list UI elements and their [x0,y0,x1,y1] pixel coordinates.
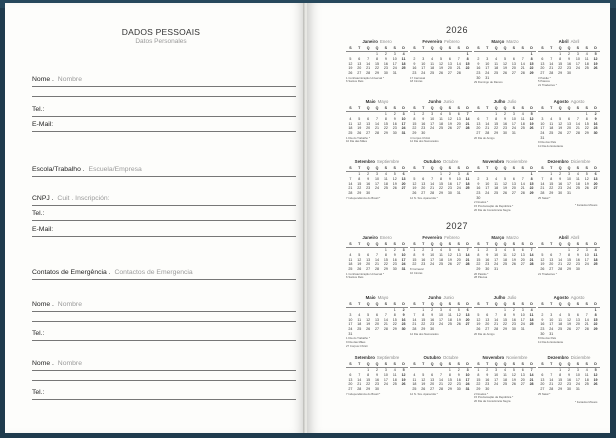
month-calendar [538,100,600,149]
month-calendar [538,40,600,88]
week-row: 23 24 25 26 27 28 [412,71,461,76]
field-label-spanish: Escuela/Empresa [88,166,142,173]
month-name: Novembro Noviembre [482,355,528,360]
week-row: 5 6 7 8 9 10 11 [541,252,598,257]
write-line [32,176,296,177]
form-field[interactable] [32,121,296,128]
week-row: 14 15 16 17 18 19 20 [540,181,598,186]
week-row: 20 21 22 23 24 25 26 [348,382,406,387]
field-label: Escola/Trabalho . [32,166,87,173]
month-name: Agosto Agosto [553,295,585,300]
week-row: 9 10 11 12 13 14 15 [477,61,534,66]
week-row: 9 10 11 12 13 14 15 [477,181,534,186]
month-name: Dezembro Diciembre [547,355,591,360]
month-name: Fevereiro Febrero [422,235,460,240]
write-line [32,370,296,371]
week-row: 30 31 [540,331,554,336]
write-line [32,86,296,87]
write-line [32,321,296,322]
week-row: 4 5 6 7 8 9 10 [349,252,406,257]
calendar-page [307,3,610,433]
week-row: 1 2 3 4 5 6 [422,308,469,313]
week-row: 18 19 20 21 22 23 24 [348,262,406,267]
month-name: Abril Abril [558,235,580,240]
month-calendar [410,100,472,144]
week-row: 1 2 3 4 5 6 7 [413,112,469,117]
form-field[interactable] [32,330,296,337]
week-row: 27 28 29 30 31 [540,387,580,392]
weekday-header: S T Q Q S S D [474,166,536,172]
month-name: Outubro Octubre [423,159,459,164]
week-row: 12 13 14 15 16 17 18 [348,61,406,66]
field-label: Nome . [32,360,56,367]
month-calendar [410,236,472,275]
week-row: 18 19 20 21 22 23 24 [348,126,406,131]
field-label: Nome . [32,76,56,83]
week-row: 26 27 28 29 30 31 [476,327,525,332]
week-row: 22 23 24 25 26 27 28 [412,126,470,131]
week-row: 13 14 15 16 17 18 19 [348,377,406,382]
month-calendar [346,236,408,280]
holiday-list: 12 N. Sra. Aparecida * [410,392,438,396]
write-line [32,96,296,97]
week-row: 25 26 27 28 29 30 31 [348,131,406,136]
week-row: 22 23 24 25 26 27 28 [476,262,534,267]
weekday-header: S T Q Q S S D [538,106,600,112]
week-row: 1 2 3 4 5 [559,52,597,57]
week-row: 11 12 13 14 15 16 17 [412,377,470,382]
month-name: Julho Julio [493,99,517,104]
month-name: Maio Mayo [365,295,389,300]
write-line [32,380,296,381]
form-field[interactable] [32,106,296,113]
week-row: 3 4 5 6 7 8 9 [349,312,405,317]
month-name: Abril Abril [558,39,580,44]
week-row: 24 25 26 27 28 29 30 [540,131,598,136]
week-row: 6 7 8 9 10 11 12 [349,372,406,377]
month-name: Junho Junio [428,99,454,104]
holiday-list: 3 Paixão * 5 Páscoa 21 Tiradentes * [538,76,557,87]
write-line [32,220,296,221]
week-row: 10 11 12 13 14 15 16 [540,121,598,126]
month-calendar [410,296,472,336]
week-row: 23 24 25 26 27 28 29 [476,71,534,76]
month-calendar [346,296,408,348]
week-row: 1 2 3 4 5 6 7 [413,248,469,253]
form-field[interactable] [32,360,296,367]
week-row: 22 23 24 25 26 27 28 [412,262,470,267]
weekday-header: S T Q Q S S D [346,242,408,248]
holiday-list: 1 Confraternização Universal * 6 Santos Reis [346,76,384,84]
week-row: 2 3 4 5 6 7 8 [477,176,533,181]
week-row: 1 2 3 4 5 [559,368,597,373]
weekday-header: S T Q Q S S D [474,362,536,368]
week-row: 23 24 25 26 27 28 29 [476,191,534,196]
week-row: 17 18 19 20 21 22 23 [540,126,598,131]
weekday-header: S T Q Q S S D [346,302,408,308]
weekday-header: S T Q Q S S D [538,46,600,52]
week-row: 1 2 3 4 [567,248,597,253]
week-row: 7 8 9 10 11 12 13 [349,176,406,181]
month-calendar [410,160,472,200]
week-row: 1 2 3 4 5 [367,368,405,373]
month-name: Agosto Agosto [553,99,585,104]
week-row: 31 [348,331,353,336]
week-row: 25 26 27 28 29 30 31 [348,267,406,272]
week-row: 12 13 14 15 16 17 18 [412,181,470,186]
month-name: Dezembro Diciembre [547,159,591,164]
week-row: 3 4 5 6 7 8 9 [541,116,597,121]
week-row: 29 30 [476,387,490,392]
holiday-list: 12 N. Sra. Aparecida * [410,196,438,200]
weekday-header: S T Q Q S S D [410,166,472,172]
week-row: 11 12 13 14 15 16 17 [348,257,406,262]
week-row: 26 27 28 29 30 [540,267,580,272]
week-row: 1 2 3 [448,368,469,373]
weekday-header: S T Q Q S S D [410,106,472,112]
week-row: 1 [530,52,533,57]
week-row: 17 18 19 20 21 22 23 [348,322,406,327]
week-row: 15 16 17 18 19 20 21 [412,121,470,126]
week-row: 19 20 21 22 23 24 25 [412,186,470,191]
week-row: 30 [476,195,481,200]
holiday-list: 2 Finados * 15 Proclamação da República * 20 Dia da Consciência Negra [474,201,514,212]
week-row: 1 2 3 4 [375,52,405,57]
weekday-header: S T Q Q S S D [410,46,472,52]
week-row: 16 17 18 19 20 21 22 [476,186,534,191]
week-row: 28 29 30 31 [540,191,571,196]
year-heading: 2027 [445,221,469,231]
week-row: 8 9 10 11 12 13 14 [413,116,470,121]
holiday-list: 20 Dia do Amigo [474,332,495,336]
holiday-list: 12 Dia dos Namorados [410,332,439,336]
week-row: 7 8 9 10 11 12 13 [413,312,470,317]
week-row: 12 13 14 15 16 17 18 [476,317,534,322]
holiday-list: 25 Natal * [538,392,551,396]
month-name: Outubro Octubre [423,355,459,360]
week-row: 19 20 21 22 23 24 25 [348,66,406,71]
weekday-header: S T Q Q S S D [346,362,408,368]
holiday-list: 21 Tiradentes * [538,272,557,276]
weekday-header: S T Q Q S S D [474,106,536,112]
week-row: 23 24 25 26 27 28 29 [540,327,598,332]
week-row: 29 30 [412,131,426,136]
month-calendar [538,296,600,345]
week-row: 28 29 30 [348,191,371,196]
weekday-header: S T Q Q S S D [538,302,600,308]
month-name: Maio Mayo [365,99,389,104]
month-name: Junho Junio [428,295,454,300]
week-row: 21 22 23 24 25 26 27 [540,186,598,191]
month-name: Julho Julio [493,295,517,300]
field-label-spanish: Nombre [57,301,82,308]
month-name: Janeiro Enero [362,39,392,44]
week-row: 13 14 15 16 17 18 19 [540,61,598,66]
month-name: Novembro Noviembre [482,159,528,164]
week-row: 15 16 17 18 19 20 21 [476,377,534,382]
weekday-header: S T Q Q S S D [346,106,408,112]
week-row: 8 9 10 11 12 13 14 [413,252,470,257]
form-field[interactable] [32,389,296,396]
weekday-header: S T Q Q S S D [474,46,536,52]
week-row: 1 2 3 4 5 6 7 [477,248,533,253]
week-row: 6 7 8 9 10 11 12 [541,56,598,61]
week-row: 22 23 24 25 26 27 28 [476,382,534,387]
weekday-header: S T Q Q S S D [474,242,536,248]
month-name: Março Marzo [491,235,519,240]
holiday-list: 7 Independência do Brasil * [346,392,381,396]
week-row: 27 28 29 30 31 [476,131,516,136]
month-name: Janeiro Enero [362,235,392,240]
holiday-list: 7 Independência do Brasil * [346,196,381,200]
week-row: 20 21 22 23 24 25 26 [540,382,598,387]
week-row: 1 2 3 [384,112,405,117]
month-name: Março Marzo [491,39,519,44]
week-row: 5 6 7 8 9 10 11 [349,56,406,61]
holiday-list: 9 Dia dos Pais 11 Dia do Estudante [538,141,564,149]
write-line [32,236,296,237]
week-row: 14 15 16 17 18 19 20 [412,317,470,322]
week-row: 13 14 15 16 17 18 19 [540,377,598,382]
month-calendar [538,356,600,396]
field-label: Tel.: [32,330,45,337]
week-row: 12 13 14 15 16 17 18 [540,257,598,262]
year-heading: 2026 [445,25,469,35]
month-calendar [538,160,600,200]
week-row: 21 22 23 24 25 26 27 [412,322,470,327]
week-row: 11 12 13 14 15 16 17 [348,121,406,126]
form-field[interactable] [32,195,296,202]
week-row: 4 5 6 7 8 9 10 [349,116,406,121]
week-row: 2 3 4 5 6 7 8 [477,56,533,61]
week-row: 9 10 11 12 13 14 15 [541,317,598,322]
holiday-list: 29 Domingo de Ramos [474,81,503,85]
week-row: 15 16 17 18 19 20 21 [476,257,534,262]
week-row: 13 14 15 16 17 18 19 [476,121,534,126]
week-row: 5 6 7 8 9 10 11 [477,312,534,317]
form-field[interactable] [32,166,296,173]
week-row: 20 21 22 23 24 25 26 [540,66,598,71]
week-row: 29 30 31 [476,267,499,272]
week-row: 8 9 10 11 12 13 14 [477,252,534,257]
field-label-spanish: Contactos de Emergencia [114,269,193,276]
month-calendar [346,100,408,144]
write-line [32,205,296,206]
weekday-header: S T Q Q S S D [346,46,408,52]
week-row: 1 2 3 4 5 6 7 [477,368,533,373]
write-line [32,116,296,117]
form-field[interactable] [32,226,296,233]
month-calendar [538,236,600,276]
holiday-list: 8 Carnaval 10 Cinzas [410,268,424,275]
week-row: 10 11 12 13 14 15 16 [348,317,406,322]
month-name: Setembro Septiembre [354,159,400,164]
month-name: Setembro Septiembre [354,355,400,360]
week-row: 26 27 28 29 30 31 [412,191,461,196]
month-calendar [346,40,408,84]
month-calendar [410,356,472,396]
field-label: Tel.: [32,389,45,396]
holiday-list: 1 Confraternização Universal * 6 Santos Reis [346,272,384,280]
week-row: 1 2 [585,112,597,117]
week-row: 1 [530,172,533,177]
holiday-list: 25 Natal * [538,196,551,200]
week-row: 5 6 7 8 9 10 11 [413,176,470,181]
form-field[interactable] [32,76,296,83]
legend-note-2026: * Feriados Móveis [575,203,598,207]
week-row: 16 17 18 19 20 21 22 [412,66,470,71]
personal-data-page [5,3,305,433]
month-calendar [474,160,536,212]
legend-note-2027: * Feriados Móveis [575,400,598,404]
holiday-list: 1 Dia do Trabalho * 10 Dia das Mães [346,136,370,144]
week-row: 1 2 3 4 [439,172,469,177]
week-row: 1 2 3 [384,248,405,253]
field-label: Tel.: [32,210,45,217]
holiday-list: 4 Corpus Christi 12 Dia dos Namorados [410,136,439,144]
week-row: 2 3 4 5 6 7 8 [541,312,597,317]
month-calendar [346,356,408,396]
week-row: 20 21 22 23 24 25 26 [476,126,534,131]
week-row: 16 17 18 19 20 21 22 [540,322,598,327]
holiday-list: 2 Finados * 15 Proclamação da República * 20 Dia da Consciência Negra [474,392,514,403]
week-row: 1 2 3 4 [503,308,533,313]
week-row: 1 2 3 4 5 [495,112,533,117]
week-row: 18 19 20 21 22 23 24 [412,382,470,387]
field-label-spanish: Nombre [57,360,82,367]
page-title: DADOS PESSOAIS [121,27,201,37]
week-row: 1 [466,52,469,57]
week-row: 8 9 10 11 12 13 14 [477,372,534,377]
week-row: 19 20 21 22 23 24 25 [476,322,534,327]
week-row: 1 2 [393,308,405,313]
week-row: 26 27 28 29 30 31 [348,71,397,76]
holiday-list: 26 Paixão * 28 Páscoa [474,272,489,280]
write-line [32,131,296,132]
month-calendar [474,356,536,404]
field-label: Nome . [32,301,56,308]
weekday-header: S T Q Q S S D [474,302,536,308]
week-row: 15 16 17 18 19 20 21 [412,257,470,262]
week-row: 25 26 27 28 29 30 31 [412,387,470,392]
holiday-list: 1 Dia do Trabalho * 9 Dia das Mães 27 Corpus Christi [346,337,370,348]
month-calendar [474,100,536,140]
form-field[interactable] [32,269,296,276]
week-row: 4 5 6 7 8 9 10 [413,372,470,377]
weekday-header: S T Q Q S S D [538,242,600,248]
month-name: Fevereiro Febrero [422,39,460,44]
weekday-header: S T Q Q S S D [346,166,408,172]
weekday-header: S T Q Q S S D [410,302,472,308]
month-calendar [474,236,536,280]
week-row: 1 2 3 4 5 6 [358,172,405,177]
week-row: 24 25 26 27 28 29 30 [348,327,406,332]
holiday-list: 8 Dia dos Pais 11 Dia do Estudante [538,337,564,345]
field-label: E-Mail: [32,226,54,233]
month-calendar [410,40,472,84]
write-line [32,311,296,312]
week-row: 7 8 9 10 11 12 13 [541,176,598,181]
form-field[interactable] [32,301,296,308]
week-row: 6 7 8 9 10 11 12 [477,116,534,121]
week-row: 27 28 29 30 [540,71,571,76]
weekday-header: S T Q Q S S D [538,166,600,172]
week-row: 21 22 23 24 25 26 27 [348,186,406,191]
field-label-spanish: Nombre [57,76,82,83]
week-row: 9 10 11 12 13 14 15 [413,61,470,66]
week-row: 14 15 16 17 18 19 20 [348,181,406,186]
week-row: 2 3 4 5 6 7 8 [413,56,469,61]
write-line [32,340,296,341]
write-line [32,399,296,400]
weekday-header: S T Q Q S S D [410,242,472,248]
week-row: 19 20 21 22 23 24 25 [540,262,598,267]
page-subtitle: Datos Personales [135,38,187,45]
field-label: E-Mail: [32,121,54,128]
weekday-header: S T Q Q S S D [538,362,600,368]
write-line [32,279,296,280]
field-label-spanish: Cuit . Inscripción: [57,195,110,202]
month-calendar [474,40,536,85]
field-label: CNPJ . [32,195,56,202]
week-row: 6 7 8 9 10 11 12 [541,372,598,377]
week-row: 31 [540,135,545,140]
week-row: 28 29 30 [412,327,435,332]
holiday-list: 20 Dia do Amigo [474,136,495,140]
weekday-header: S T Q Q S S D [410,362,472,368]
holiday-list: 17 Carnaval 18 Cinzas [410,76,426,84]
week-row: 1 2 3 4 5 6 [550,172,597,177]
month-calendar [346,160,408,200]
field-label: Tel.: [32,106,45,113]
week-row: 27 28 29 30 [348,387,379,392]
month-calendar [474,296,536,336]
week-row: 16 17 18 19 20 21 22 [476,66,534,71]
week-row: 30 31 [476,75,490,80]
week-row: 1 [594,308,597,313]
field-label: Contatos de Emergência . [32,269,113,276]
form-field[interactable] [32,210,296,217]
